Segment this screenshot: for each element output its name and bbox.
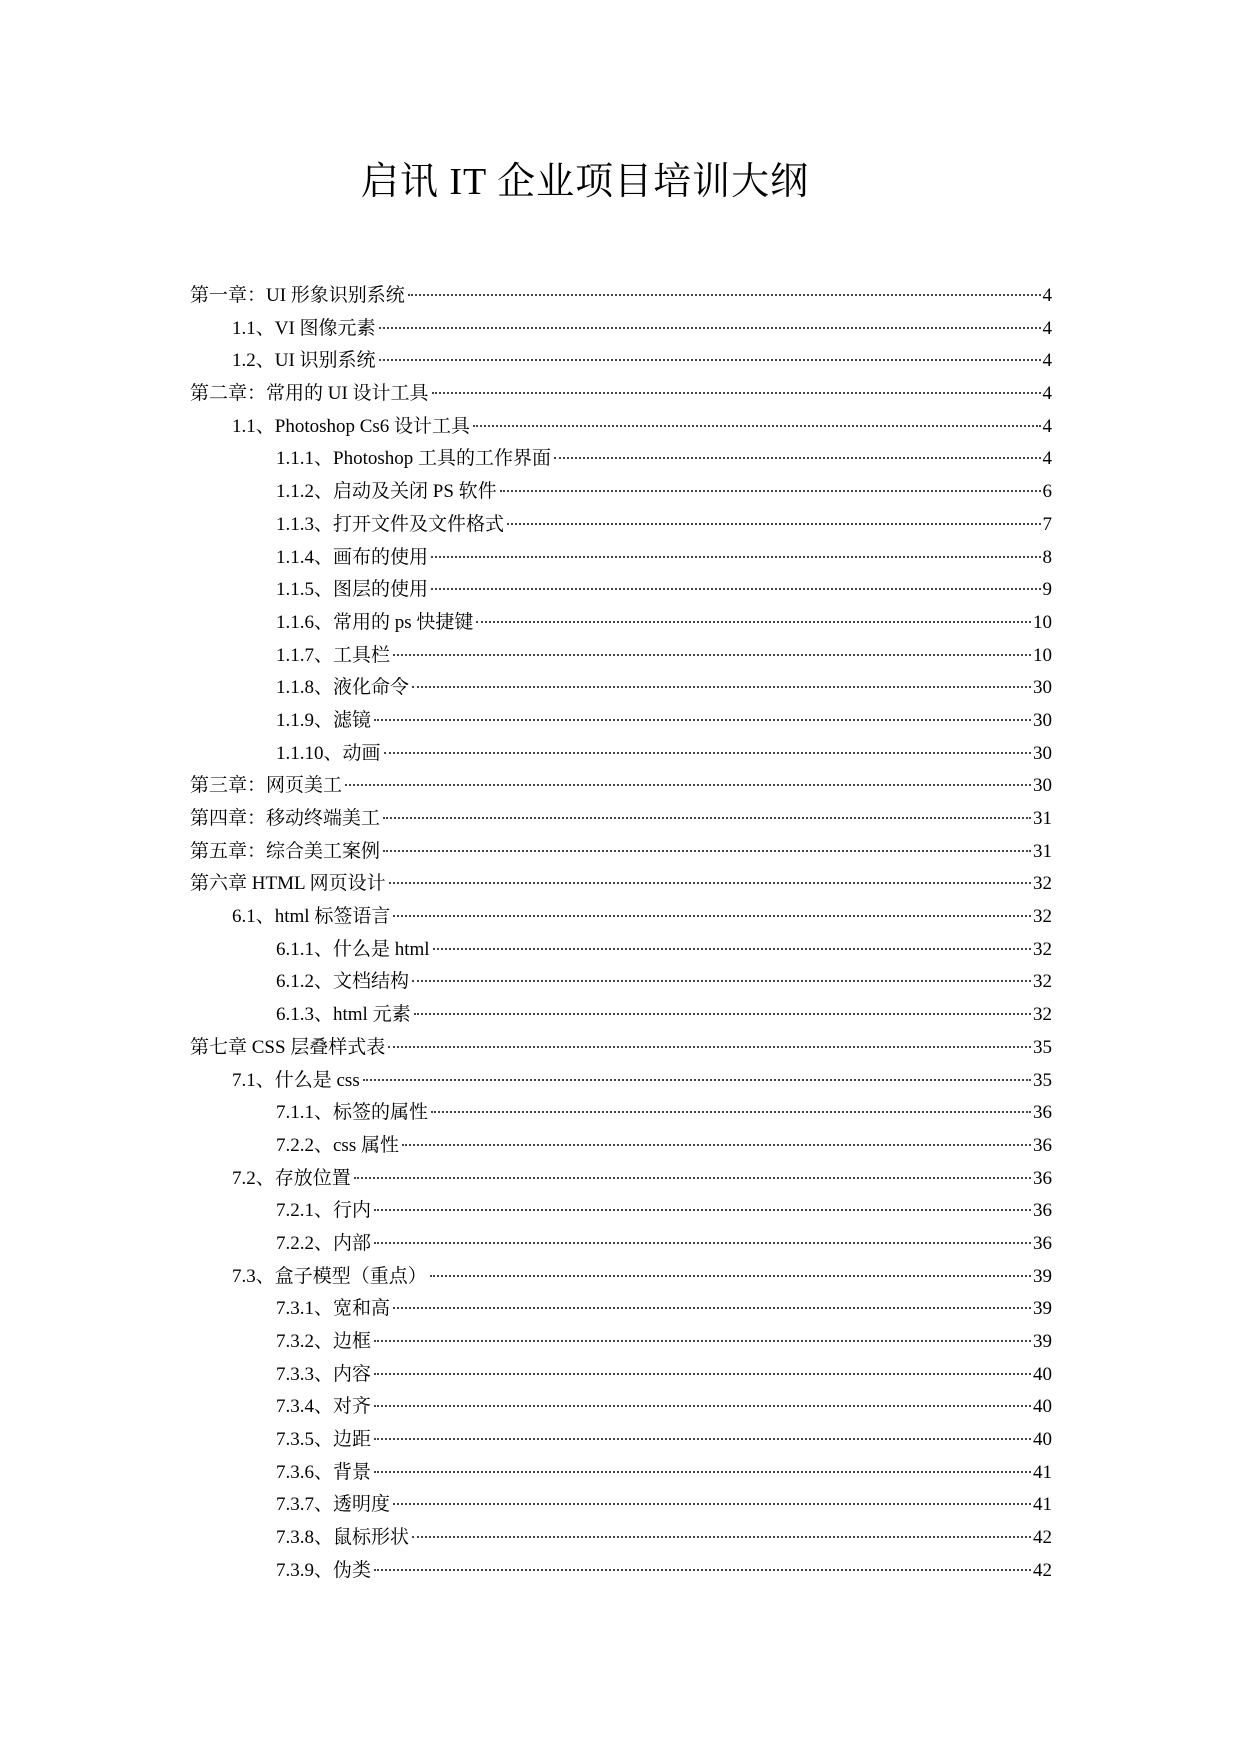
toc-entry-page-number: 41 [1033,1461,1052,1483]
toc-entry-label: 1.1.10、动画 [276,742,381,764]
toc-entry-page-number: 32 [1033,906,1052,928]
toc-entry-level-3[interactable] [190,512,1052,545]
toc-entry-level-3[interactable] [190,1002,1052,1035]
toc-entry-level-3[interactable] [190,969,1052,1002]
toc-dot-leader [393,654,1031,656]
toc-entry-page-number: 40 [1033,1396,1052,1418]
toc-dot-leader [554,457,1041,459]
toc-entry-page-number: 39 [1033,1298,1052,1320]
toc-dot-leader [433,948,1031,950]
toc-entry-level-1[interactable] [190,871,1052,904]
toc-entry-level-3[interactable] [190,610,1052,643]
toc-entry-label: 1.1.8、液化命令 [276,677,410,699]
toc-entry-label: 1.1.3、打开文件及文件格式 [276,513,505,535]
toc-entry-level-1[interactable] [190,806,1052,839]
toc-entry-level-3[interactable] [190,741,1052,774]
toc-entry-label: 7.3.5、边距 [276,1429,372,1451]
toc-entry-page-number: 41 [1033,1494,1052,1516]
toc-entry-page-number: 4 [1042,285,1052,306]
toc-entry-page-number: 35 [1033,1069,1052,1091]
toc-entry-page-number: 39 [1033,1265,1052,1287]
toc-entry-page-number: 42 [1033,1527,1052,1549]
toc-entry-label: 7.2、存放位置 [232,1167,351,1189]
toc-entry-level-1[interactable] [190,1035,1052,1068]
toc-entry-level-3[interactable] [190,1427,1052,1460]
toc-entry-label: 1.1.2、启动及关闭 PS 软件 [276,481,497,503]
toc-entry-level-3[interactable] [190,545,1052,578]
toc-entry-page-number: 36 [1033,1102,1052,1124]
toc-entry-label: 7.1.1、标签的属性 [276,1102,429,1124]
toc-dot-leader [393,1307,1031,1309]
toc-entry-level-3[interactable] [190,1133,1052,1166]
toc-dot-leader [374,1471,1031,1473]
toc-entry-page-number: 30 [1033,742,1052,764]
toc-dot-leader [412,686,1031,688]
toc-entry-page-number: 35 [1033,1036,1052,1058]
toc-dot-leader [374,1340,1031,1342]
toc-entry-page-number: 39 [1033,1331,1052,1352]
toc-dot-leader [431,556,1040,558]
toc-entry-label: 7.1、什么是 css [232,1069,360,1091]
toc-entry-label: 6.1.2、文档结构 [276,971,410,993]
toc-entry-label: 第一章：UI 形象识别系统 [190,285,405,306]
toc-entry-label: 第七章 CSS 层叠样式表 [190,1036,386,1058]
toc-entry-label: 7.3.6、背景 [276,1461,372,1483]
toc-dot-leader [389,882,1031,884]
toc-entry-level-3[interactable] [190,479,1052,512]
toc-entry-level-3[interactable] [190,1492,1052,1525]
toc-entry-level-2[interactable] [190,414,1052,447]
toc-entry-page-number: 4 [1042,383,1052,405]
toc-entry-level-3[interactable] [190,937,1052,970]
toc-dot-leader [374,719,1031,721]
toc-entry-level-3[interactable] [190,1100,1052,1133]
toc-entry-level-2[interactable] [190,348,1052,381]
toc-dot-leader [432,392,1041,394]
toc-entry-label: 7.3.1、宽和高 [276,1298,391,1320]
toc-entry-level-3[interactable] [190,1362,1052,1395]
toc-entry-level-3[interactable] [190,577,1052,610]
toc-entry-page-number: 36 [1033,1134,1052,1156]
toc-entry-level-2[interactable] [190,1068,1052,1101]
toc-entry-label: 第三章：网页美工 [190,775,343,797]
toc-entry-page-number: 8 [1042,546,1052,568]
toc-entry-level-3[interactable] [190,708,1052,741]
toc-entry-label: 第六章 HTML 网页设计 [190,873,386,895]
toc-dot-leader [393,1503,1031,1505]
toc-entry-label: 1.2、UI 识别系统 [232,350,376,372]
toc-dot-leader [476,621,1031,623]
toc-dot-leader [431,1111,1031,1113]
toc-dot-leader [384,752,1031,754]
toc-entry-level-1[interactable] [190,773,1052,806]
toc-entry-level-3[interactable] [190,1460,1052,1493]
toc-dot-leader [374,1438,1031,1440]
toc-dot-leader [430,1275,1031,1277]
toc-entry-label: 第二章：常用的 UI 设计工具 [190,383,429,405]
toc-entry-level-1[interactable] [190,283,1052,316]
toc-dot-leader [374,1405,1031,1407]
toc-dot-leader [388,1046,1031,1048]
toc-entry-page-number: 42 [1033,1559,1052,1581]
toc-dot-leader [412,1536,1031,1538]
toc-entry-label: 6.1.3、html 元素 [276,1004,411,1026]
toc-entry-label: 1.1.9、滤镜 [276,709,372,731]
toc-entry-level-2[interactable] [190,316,1052,349]
toc-entry-page-number: 9 [1042,579,1052,601]
toc-entry-page-number: 36 [1033,1200,1052,1222]
toc-entry-level-1[interactable] [190,381,1052,414]
toc-entry-label: 第五章：综合美工案例 [190,840,381,862]
toc-dot-leader [412,980,1031,982]
toc-entry-level-3[interactable] [190,446,1052,479]
toc-entry-page-number: 10 [1033,644,1052,666]
toc-entry-level-3[interactable] [190,1394,1052,1427]
toc-entry-level-3[interactable] [190,1231,1052,1264]
toc-entry-level-3[interactable] [190,1525,1052,1558]
toc-entry-level-3[interactable] [190,1329,1052,1362]
toc-dot-leader [374,1569,1031,1571]
toc-entry-label: 1.1、Photoshop Cs6 设计工具 [232,415,471,437]
toc-entry-label: 7.3.2、边框 [276,1331,372,1352]
toc-entry-label: 7.2.1、行内 [276,1200,372,1222]
toc-dot-leader [500,490,1041,492]
toc-entry-level-3[interactable] [190,1296,1052,1329]
toc-dot-leader [379,359,1041,361]
toc-dot-leader [507,523,1040,525]
toc-entry-page-number: 30 [1033,709,1052,731]
toc-entry-label: 7.2.2、css 属性 [276,1134,399,1156]
toc-entry-page-number: 36 [1033,1167,1052,1189]
toc-dot-leader [473,425,1040,427]
toc-entry-page-number: 4 [1042,317,1052,339]
toc-entry-page-number: 4 [1042,415,1052,437]
toc-entry-page-number: 10 [1033,611,1052,633]
toc-dot-leader [363,1079,1031,1081]
toc-entry-label: 1.1、VI 图像元素 [232,317,376,339]
toc-dot-leader [345,784,1031,786]
toc-entry-page-number: 32 [1033,1004,1052,1026]
toc-entry-page-number: 40 [1033,1429,1052,1451]
toc-entry-label: 1.1.7、工具栏 [276,644,391,666]
toc-entry-page-number: 31 [1033,808,1052,829]
toc-entry-label: 7.3.9、伪类 [276,1559,372,1581]
toc-entry-page-number: 32 [1033,971,1052,993]
toc-entry-level-2[interactable] [190,1166,1052,1199]
toc-entry-level-3[interactable] [190,675,1052,708]
toc-dot-leader [431,588,1040,590]
toc-entry-label: 1.1.4、画布的使用 [276,546,429,568]
toc-dot-leader [379,327,1041,329]
toc-dot-leader [383,850,1031,852]
toc-dot-leader [383,817,1031,819]
toc-entry-label: 1.1.1、Photoshop 工具的工作界面 [276,448,551,470]
toc-dot-leader [374,1209,1031,1211]
toc-entry-level-3[interactable] [190,1198,1052,1231]
toc-entry-label: 1.1.6、常用的 ps 快捷键 [276,611,474,633]
toc-entry-label: 7.3.3、内容 [276,1363,372,1385]
toc-entry-label: 6.1.1、什么是 html [276,938,430,960]
toc-dot-leader [354,1177,1031,1179]
toc-dot-leader [393,915,1031,917]
toc-entry-level-2[interactable] [190,904,1052,937]
toc-entry-page-number: 4 [1042,350,1052,372]
toc-entry-label: 1.1.5、图层的使用 [276,579,429,601]
table-of-contents [190,283,1052,1591]
toc-dot-leader [414,1013,1031,1015]
toc-entry-page-number: 32 [1033,938,1052,960]
toc-dot-leader [374,1242,1031,1244]
toc-entry-page-number: 30 [1033,677,1052,699]
toc-entry-page-number: 36 [1033,1232,1052,1254]
toc-entry-page-number: 30 [1033,775,1052,797]
toc-entry-page-number: 7 [1042,513,1052,535]
toc-dot-leader [408,294,1041,296]
toc-entry-level-2[interactable] [190,1264,1052,1297]
toc-entry-label: 7.3.4、对齐 [276,1396,372,1418]
toc-entry-page-number: 40 [1033,1363,1052,1385]
toc-entry-page-number: 31 [1033,840,1052,862]
toc-entry-label: 7.3、盒子模型（重点） [232,1265,427,1287]
toc-dot-leader [402,1144,1031,1146]
toc-entry-label: 7.3.7、透明度 [276,1494,391,1516]
toc-entry-level-1[interactable] [190,839,1052,872]
toc-entry-page-number: 4 [1042,448,1052,470]
toc-entry-level-3[interactable] [190,643,1052,676]
toc-entry-label: 7.2.2、内部 [276,1232,372,1254]
document-title: 启讯 IT 企业项目培训大纲 [360,161,810,203]
toc-entry-page-number: 32 [1033,873,1052,895]
toc-entry-label: 第四章：移动终端美工 [190,808,381,829]
toc-entry-label: 6.1、html 标签语言 [232,906,391,928]
toc-entry-label: 7.3.8、鼠标形状 [276,1527,410,1549]
toc-entry-level-3[interactable] [190,1558,1052,1591]
toc-dot-leader [374,1373,1031,1375]
toc-entry-page-number: 6 [1042,481,1052,503]
